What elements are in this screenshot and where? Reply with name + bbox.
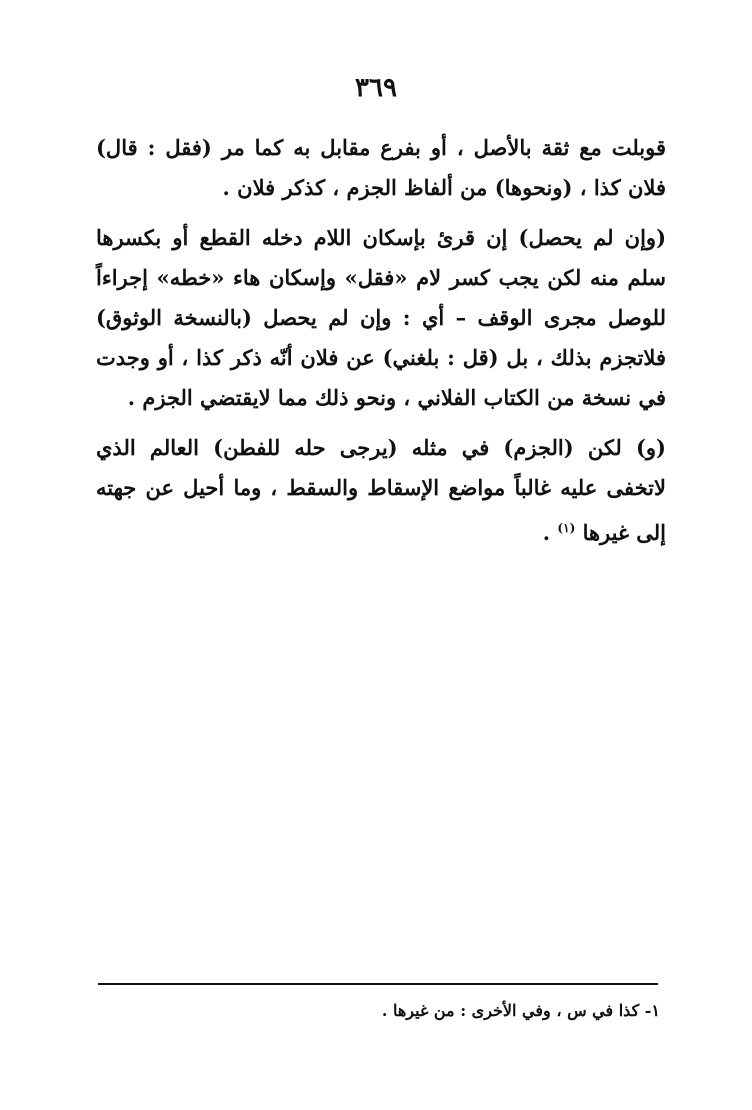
paragraph-3-text: (و) لكن (الجزم) في مثله (يرجى حله للفطن) العالم الذي لاتخفى عليه غالباً مواضع الإسقاط والسقط ، وما أحيل عن جهته إلى غيرها bbox=[96, 435, 666, 545]
main-text bbox=[96, 128, 666, 563]
paragraph-3 bbox=[96, 428, 666, 553]
paragraph-2: (وإن لم يحصل) إن قرئ بإسكان اللام دخله القطع أو بكسرها سلم منه لكن يجب كسر لام «فقل» وإسكان هاء «خطه» إجراءاً للوصل مجرى الوقف – أي : وإن لم يحصل (بالنسخة الوثوق) فلاتجزم بذلك ، بل (قل : بلغني) عن فلان أنّه ذكر كذا ، أو وجدت في نسخة من الكتاب الفلاني ، ونحو ذلك مما لايقتضي الجزم . bbox=[96, 225, 666, 410]
paragraph-3-end-mark: . bbox=[542, 520, 558, 545]
footnote-reference: (١) bbox=[557, 521, 576, 535]
paragraph-1: قوبلت مع ثقة بالأصل ، أو بفرع مقابل به كما مر (فقل : قال) فلان كذا ، (ونحوها) من ألفاظ الجزم ، كذكر فلان . bbox=[96, 135, 666, 200]
footnote-separator bbox=[98, 983, 658, 985]
footnote: ١- كذا في س ، وفي الأخرى : من غيرها . bbox=[381, 1001, 660, 1020]
page-number: ٣٦٩ bbox=[355, 73, 397, 103]
